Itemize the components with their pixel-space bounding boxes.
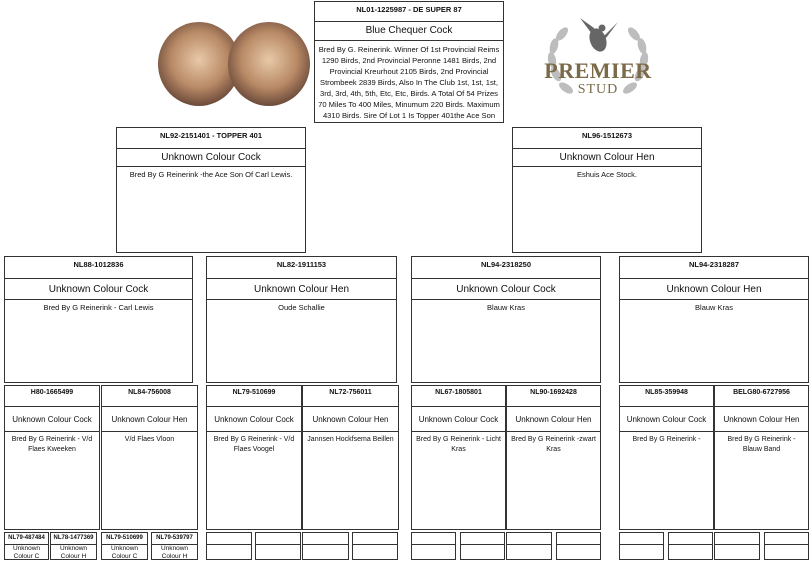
bird-description: Bred By G Reinerink - Licht Kras <box>416 436 501 453</box>
bird-description: V/d Flaes Vloon <box>124 436 175 443</box>
bird-description: Bred By G Reinerink - V/d Flaes Kweeken <box>11 436 93 453</box>
bird-description: Bred By G Reinerink - Blauw Band <box>727 436 796 453</box>
ring-number <box>461 533 504 545</box>
bird-title: Unknown Colour Hen <box>303 407 398 432</box>
empty-ancestor-cell <box>255 532 301 560</box>
empty-ancestor-cell <box>506 532 552 560</box>
grandparent-card <box>206 256 397 383</box>
bird-title: Unknown Colour Cock <box>5 407 99 432</box>
bird-description: Bred By G. Reinerink. Winner Of 1st Provincial Reims 1290 Birds, 2nd Provincial Peronne 1481 Birds, 2nd Provincial Kreurhout 2105 Birds, 2nd Provincial Strombeek 2839 Birds, Also In The Club 1st, 1st, 1st, 3rd, 3rd, 4th, 5th, Etc, Etc, Birds. A Total Of 54 Prizes 70 Miles To 400 Miles, Minumum 220 Birds. Maximum 4310 Birds. Sire Of Lot 1 Is Topper 401the Ace Son <box>318 45 500 120</box>
ancestor-cell <box>50 532 97 560</box>
ring-number <box>412 533 455 545</box>
ring-number <box>507 533 551 545</box>
bird-title: Unknown Colour Hen <box>715 407 808 432</box>
ring-number: NL96-1512673 <box>513 128 701 149</box>
ring-number <box>353 533 397 545</box>
ring-number <box>256 533 300 545</box>
ring-number <box>557 533 600 545</box>
ring-number: NL01-1225987 - DE SUPER 87 <box>315 2 503 22</box>
great-grandparent-card <box>506 385 601 530</box>
bird-description: Blauw Kras <box>487 303 525 312</box>
ancestor-cell <box>151 532 198 560</box>
ring-number <box>303 533 348 545</box>
ring-number: NL78-1477369 <box>51 533 96 545</box>
ring-number: BELG80-6727956 <box>715 386 808 407</box>
logo-text-premier: PREMIER <box>544 58 652 83</box>
ring-number <box>620 533 663 545</box>
grandparent-card <box>411 256 601 383</box>
empty-ancestor-cell <box>352 532 398 560</box>
bird-title: Unknown Colour Cock <box>620 407 713 432</box>
bird-title: Unknown Colour Cock <box>117 149 305 167</box>
great-grandparent-card <box>714 385 809 530</box>
ring-number <box>715 533 759 545</box>
bird-title: Unknown Colour Hen <box>513 149 701 167</box>
ring-number <box>669 533 712 545</box>
empty-ancestor-cell <box>619 532 664 560</box>
ring-number: NL82-1911153 <box>207 257 396 279</box>
bird-title: Unknown Colour H <box>59 545 88 560</box>
bird-title: Unknown Colour Cock <box>412 279 600 300</box>
ring-number: NL72-756011 <box>303 386 398 407</box>
bird-title: Unknown Colour Cock <box>5 279 192 300</box>
bird-title: Unknown Colour Hen <box>207 279 396 300</box>
bird-description: Bred By G Reinerink - <box>632 436 701 443</box>
bird-description: Bred By G Reinerink -zwart Kras <box>511 436 596 453</box>
ring-number: NL88-1012836 <box>5 257 192 279</box>
ring-number: NL94-2318287 <box>620 257 808 279</box>
ring-number: NL84-756008 <box>102 386 197 407</box>
bird-title: Unknown Colour Hen <box>507 407 600 432</box>
pigeon-icon <box>580 18 618 54</box>
bird-title: Unknown Colour Hen <box>620 279 808 300</box>
ring-number: NL79-510699 <box>102 533 147 545</box>
bird-description: Blauw Kras <box>695 303 733 312</box>
empty-ancestor-cell <box>411 532 456 560</box>
premier-stud-logo <box>536 14 660 110</box>
ring-number <box>207 533 251 545</box>
ring-number: NL85-359948 <box>620 386 713 407</box>
ring-number <box>765 533 808 545</box>
great-grandparent-card <box>411 385 506 530</box>
ring-number: NL90-1692428 <box>507 386 600 407</box>
empty-ancestor-cell <box>206 532 252 560</box>
bird-title: Unknown Colour Cock <box>207 407 301 432</box>
bird-description: Eshuis Ace Stock. <box>576 170 638 179</box>
ring-number: NL79-487484 <box>5 533 48 545</box>
great-grandparent-card <box>101 385 198 530</box>
bird-description: Jannsen Hockfsema Beillen <box>307 436 394 443</box>
ring-number: NL92-2151401 - TOPPER 401 <box>117 128 305 149</box>
sire-card <box>116 127 306 253</box>
great-grandparent-card <box>206 385 302 530</box>
ancestor-cell <box>4 532 49 560</box>
great-grandparent-card <box>4 385 100 530</box>
ancestor-cell <box>101 532 148 560</box>
logo-text-stud: STUD <box>577 82 619 97</box>
ring-number: H80-1665499 <box>5 386 99 407</box>
ring-number: NL79-539797 <box>152 533 197 545</box>
bird-description: Oude Schallie <box>278 303 325 312</box>
bird-title: Unknown Colour C <box>110 545 139 560</box>
empty-ancestor-cell <box>302 532 349 560</box>
ring-number: NL79-510699 <box>207 386 301 407</box>
bird-title: Unknown Colour C <box>12 545 41 560</box>
empty-ancestor-cell <box>714 532 760 560</box>
root-bird-card <box>314 1 504 123</box>
empty-ancestor-cell <box>556 532 601 560</box>
ring-number: NL67-1805801 <box>412 386 505 407</box>
bird-description: Bred By G Reinerink -the Ace Son Of Carl Lewis. <box>129 170 293 179</box>
dam-card <box>512 127 702 253</box>
bird-title: Unknown Colour H <box>160 545 189 560</box>
bird-description: Bred By G Reinerink - V/d Flaes Voogel <box>213 436 295 453</box>
grandparent-card <box>4 256 193 383</box>
empty-ancestor-cell <box>460 532 505 560</box>
bird-description: Bred By G Reinerink - Carl Lewis <box>43 303 154 312</box>
bird-title: Blue Chequer Cock <box>315 22 503 41</box>
bird-title: Unknown Colour Hen <box>102 407 197 432</box>
empty-ancestor-cell <box>668 532 713 560</box>
great-grandparent-card <box>619 385 714 530</box>
breeder-photo-right <box>228 22 310 106</box>
grandparent-card <box>619 256 809 383</box>
empty-ancestor-cell <box>764 532 809 560</box>
bird-title: Unknown Colour Cock <box>412 407 505 432</box>
ring-number: NL94-2318250 <box>412 257 600 279</box>
great-grandparent-card <box>302 385 399 530</box>
